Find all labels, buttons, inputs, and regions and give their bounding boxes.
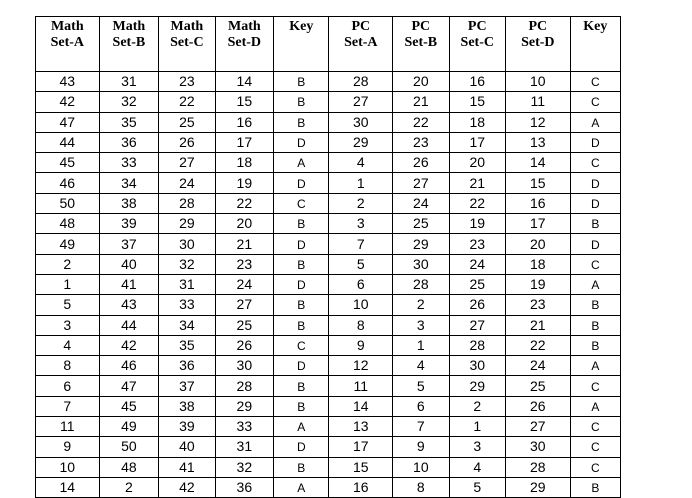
- column-header-line2: Set-A: [344, 35, 378, 50]
- table-cell: 32: [159, 254, 215, 274]
- table-cell: 3: [36, 315, 100, 335]
- table-row: [36, 417, 621, 437]
- key-cell: A: [570, 112, 620, 132]
- table-cell: 10: [36, 457, 100, 477]
- key-cell: C: [274, 193, 329, 213]
- table-cell: 19: [449, 214, 505, 234]
- table-cell: 25: [159, 112, 215, 132]
- table-cell: 19: [215, 173, 274, 193]
- table-cell: 6: [393, 396, 449, 416]
- table-row: [36, 356, 621, 376]
- table-cell: 4: [329, 153, 393, 173]
- table-cell: 29: [393, 234, 449, 254]
- table-cell: 38: [99, 193, 159, 213]
- table-cell: 30: [159, 234, 215, 254]
- column-header: [159, 17, 215, 72]
- table-cell: 6: [329, 274, 393, 294]
- table-cell: 23: [159, 72, 215, 92]
- table-cell: 14: [329, 396, 393, 416]
- table-cell: 29: [449, 376, 505, 396]
- table-cell: 39: [159, 417, 215, 437]
- header-row: [36, 17, 621, 72]
- key-cell: A: [274, 153, 329, 173]
- table-cell: 30: [449, 356, 505, 376]
- table-cell: 2: [329, 193, 393, 213]
- table-cell: 24: [393, 193, 449, 213]
- column-header-line1: Key: [583, 19, 608, 34]
- key-cell: A: [570, 356, 620, 376]
- table-cell: 5: [36, 295, 100, 315]
- key-cell: D: [274, 132, 329, 152]
- table-cell: 31: [159, 274, 215, 294]
- table-cell: 29: [329, 132, 393, 152]
- key-cell: D: [570, 132, 620, 152]
- table-cell: 45: [36, 153, 100, 173]
- table-cell: 14: [36, 477, 100, 497]
- table-cell: 1: [36, 274, 100, 294]
- key-cell: D: [274, 437, 329, 457]
- table-cell: 9: [36, 437, 100, 457]
- table-cell: 36: [159, 356, 215, 376]
- key-cell: D: [570, 234, 620, 254]
- column-header-line2: Set-C: [170, 35, 204, 50]
- table-row: [36, 112, 621, 132]
- table-cell: 27: [505, 417, 570, 437]
- table-row: [36, 295, 621, 315]
- column-header-line1: PC: [467, 19, 487, 34]
- table-cell: 14: [215, 72, 274, 92]
- column-header-line2: Set-D: [521, 35, 555, 50]
- key-cell: C: [570, 254, 620, 274]
- table-cell: 24: [505, 356, 570, 376]
- table-cell: 27: [215, 295, 274, 315]
- column-header: [99, 17, 159, 72]
- table-cell: 32: [215, 457, 274, 477]
- table-cell: 29: [215, 396, 274, 416]
- column-header-line2: Set-B: [112, 35, 146, 50]
- table-cell: 24: [159, 173, 215, 193]
- table-cell: 19: [505, 274, 570, 294]
- table-cell: 11: [505, 92, 570, 112]
- table-cell: 28: [393, 274, 449, 294]
- table-cell: 42: [159, 477, 215, 497]
- table-cell: 28: [159, 193, 215, 213]
- table-cell: 7: [393, 417, 449, 437]
- table-cell: 17: [505, 214, 570, 234]
- key-cell: B: [570, 315, 620, 335]
- table-cell: 8: [329, 315, 393, 335]
- table-cell: 4: [449, 457, 505, 477]
- answer-key-table-container: [35, 16, 621, 498]
- table-row: [36, 437, 621, 457]
- table-cell: 24: [215, 274, 274, 294]
- table-cell: 14: [505, 153, 570, 173]
- table-row: [36, 214, 621, 234]
- table-cell: 12: [505, 112, 570, 132]
- table-cell: 7: [329, 234, 393, 254]
- table-cell: 17: [449, 132, 505, 152]
- table-cell: 6: [36, 376, 100, 396]
- table-cell: 18: [505, 254, 570, 274]
- table-cell: 50: [36, 193, 100, 213]
- table-cell: 20: [449, 153, 505, 173]
- table-cell: 15: [449, 92, 505, 112]
- column-header-line1: Math: [50, 19, 84, 34]
- table-cell: 42: [36, 92, 100, 112]
- key-cell: B: [570, 295, 620, 315]
- column-header: [505, 17, 570, 72]
- key-cell: B: [570, 214, 620, 234]
- table-cell: 15: [505, 173, 570, 193]
- table-cell: 30: [215, 356, 274, 376]
- key-cell: A: [274, 477, 329, 497]
- table-row: [36, 92, 621, 112]
- key-cell: B: [274, 254, 329, 274]
- table-cell: 29: [505, 477, 570, 497]
- table-cell: 23: [393, 132, 449, 152]
- table-cell: 26: [505, 396, 570, 416]
- table-cell: 45: [99, 396, 159, 416]
- key-cell: D: [274, 234, 329, 254]
- key-cell: C: [274, 335, 329, 355]
- table-cell: 39: [99, 214, 159, 234]
- column-header-line2: Set-B: [404, 35, 438, 50]
- column-header-line1: Math: [170, 19, 204, 34]
- key-cell: C: [570, 153, 620, 173]
- table-cell: 8: [36, 356, 100, 376]
- column-header: [449, 17, 505, 72]
- table-cell: 40: [159, 437, 215, 457]
- table-row: [36, 153, 621, 173]
- table-row: [36, 335, 621, 355]
- table-cell: 29: [159, 214, 215, 234]
- table-cell: 22: [449, 193, 505, 213]
- table-cell: 31: [215, 437, 274, 457]
- table-cell: 8: [393, 477, 449, 497]
- column-header-line1: PC: [411, 19, 431, 34]
- table-cell: 27: [329, 92, 393, 112]
- column-header-line1: Math: [227, 19, 261, 34]
- table-cell: 49: [99, 417, 159, 437]
- table-cell: 10: [393, 457, 449, 477]
- table-cell: 26: [215, 335, 274, 355]
- key-cell: B: [274, 92, 329, 112]
- column-header-line1: PC: [528, 19, 548, 34]
- table-cell: 4: [36, 335, 100, 355]
- table-cell: 9: [329, 335, 393, 355]
- table-cell: 50: [99, 437, 159, 457]
- table-cell: 48: [36, 214, 100, 234]
- table-cell: 4: [393, 356, 449, 376]
- table-cell: 26: [449, 295, 505, 315]
- table-row: [36, 457, 621, 477]
- table-cell: 26: [159, 132, 215, 152]
- table-cell: 16: [215, 112, 274, 132]
- table-cell: 27: [393, 173, 449, 193]
- table-cell: 28: [329, 72, 393, 92]
- table-cell: 23: [215, 254, 274, 274]
- table-cell: 28: [505, 457, 570, 477]
- table-cell: 21: [393, 92, 449, 112]
- key-cell: C: [570, 437, 620, 457]
- table-row: [36, 132, 621, 152]
- table-cell: 44: [99, 315, 159, 335]
- table-cell: 11: [36, 417, 100, 437]
- table-cell: 47: [99, 376, 159, 396]
- table-cell: 20: [215, 214, 274, 234]
- table-cell: 1: [449, 417, 505, 437]
- table-header: [36, 17, 621, 72]
- table-cell: 13: [329, 417, 393, 437]
- key-cell: B: [274, 295, 329, 315]
- table-cell: 47: [36, 112, 100, 132]
- table-cell: 28: [449, 335, 505, 355]
- table-cell: 22: [505, 335, 570, 355]
- table-cell: 3: [329, 214, 393, 234]
- table-cell: 46: [99, 356, 159, 376]
- table-cell: 1: [329, 173, 393, 193]
- key-cell: D: [274, 274, 329, 294]
- table-cell: 26: [393, 153, 449, 173]
- column-header: [36, 17, 100, 72]
- table-cell: 2: [393, 295, 449, 315]
- table-cell: 15: [329, 457, 393, 477]
- table-row: [36, 396, 621, 416]
- table-cell: 2: [36, 254, 100, 274]
- key-cell: B: [274, 214, 329, 234]
- table-cell: 21: [449, 173, 505, 193]
- table-cell: 43: [99, 295, 159, 315]
- key-cell: C: [570, 417, 620, 437]
- key-cell: A: [570, 396, 620, 416]
- table-cell: 17: [215, 132, 274, 152]
- answer-key-table: [35, 16, 621, 498]
- table-cell: 34: [99, 173, 159, 193]
- table-cell: 10: [329, 295, 393, 315]
- table-cell: 22: [159, 92, 215, 112]
- key-cell: A: [570, 274, 620, 294]
- table-cell: 13: [505, 132, 570, 152]
- table-cell: 33: [215, 417, 274, 437]
- table-cell: 25: [505, 376, 570, 396]
- table-cell: 42: [99, 335, 159, 355]
- table-cell: 3: [393, 315, 449, 335]
- table-cell: 38: [159, 396, 215, 416]
- table-cell: 49: [36, 234, 100, 254]
- column-header-line2: Set-D: [227, 35, 262, 50]
- table-cell: 23: [449, 234, 505, 254]
- table-cell: 31: [99, 72, 159, 92]
- table-cell: 11: [329, 376, 393, 396]
- table-cell: 21: [505, 315, 570, 335]
- table-cell: 28: [215, 376, 274, 396]
- table-cell: 16: [449, 72, 505, 92]
- table-cell: 36: [215, 477, 274, 497]
- key-cell: D: [274, 173, 329, 193]
- column-header-line1: Key: [289, 19, 314, 34]
- table-cell: 41: [99, 274, 159, 294]
- table-cell: 41: [159, 457, 215, 477]
- table-cell: 25: [449, 274, 505, 294]
- key-cell: B: [570, 477, 620, 497]
- table-cell: 43: [36, 72, 100, 92]
- table-cell: 30: [505, 437, 570, 457]
- table-cell: 37: [99, 234, 159, 254]
- key-cell: D: [274, 356, 329, 376]
- table-cell: 22: [393, 112, 449, 132]
- table-row: [36, 274, 621, 294]
- table-cell: 18: [449, 112, 505, 132]
- key-cell: D: [570, 173, 620, 193]
- key-cell: B: [274, 112, 329, 132]
- column-header-line1: Math: [112, 19, 146, 34]
- table-cell: 35: [99, 112, 159, 132]
- table-cell: 48: [99, 457, 159, 477]
- table-cell: 20: [505, 234, 570, 254]
- key-cell: D: [570, 193, 620, 213]
- table-cell: 16: [329, 477, 393, 497]
- table-cell: 30: [329, 112, 393, 132]
- table-cell: 5: [393, 376, 449, 396]
- table-cell: 27: [449, 315, 505, 335]
- table-cell: 16: [505, 193, 570, 213]
- table-cell: 33: [99, 153, 159, 173]
- table-cell: 15: [215, 92, 274, 112]
- key-cell: B: [274, 376, 329, 396]
- key-cell: B: [274, 457, 329, 477]
- table-cell: 2: [99, 477, 159, 497]
- table-cell: 33: [159, 295, 215, 315]
- table-row: [36, 72, 621, 92]
- table-row: [36, 254, 621, 274]
- table-cell: 32: [99, 92, 159, 112]
- table-row: [36, 376, 621, 396]
- key-cell: C: [570, 72, 620, 92]
- table-cell: 12: [329, 356, 393, 376]
- key-cell: C: [570, 457, 620, 477]
- table-cell: 46: [36, 173, 100, 193]
- table-cell: 2: [449, 396, 505, 416]
- table-cell: 36: [99, 132, 159, 152]
- table-cell: 24: [449, 254, 505, 274]
- table-cell: 22: [215, 193, 274, 213]
- table-cell: 10: [505, 72, 570, 92]
- table-cell: 18: [215, 153, 274, 173]
- table-cell: 17: [329, 437, 393, 457]
- table-cell: 44: [36, 132, 100, 152]
- column-header: [570, 17, 620, 72]
- table-cell: 3: [449, 437, 505, 457]
- table-cell: 7: [36, 396, 100, 416]
- table-cell: 40: [99, 254, 159, 274]
- table-cell: 27: [159, 153, 215, 173]
- column-header-line1: PC: [351, 19, 371, 34]
- table-row: [36, 234, 621, 254]
- table-cell: 25: [393, 214, 449, 234]
- key-cell: B: [570, 335, 620, 355]
- table-cell: 5: [329, 254, 393, 274]
- column-header: [329, 17, 393, 72]
- column-header: [215, 17, 274, 72]
- key-cell: B: [274, 396, 329, 416]
- table-cell: 30: [393, 254, 449, 274]
- key-cell: C: [570, 92, 620, 112]
- column-header: [274, 17, 329, 72]
- key-cell: A: [274, 417, 329, 437]
- table-row: [36, 315, 621, 335]
- table-row: [36, 193, 621, 213]
- table-row: [36, 477, 621, 497]
- key-cell: B: [274, 72, 329, 92]
- column-header-line2: Set-A: [50, 35, 85, 50]
- table-cell: 34: [159, 315, 215, 335]
- key-cell: B: [274, 315, 329, 335]
- table-cell: 35: [159, 335, 215, 355]
- table-body: [36, 72, 621, 498]
- table-cell: 37: [159, 376, 215, 396]
- table-cell: 21: [215, 234, 274, 254]
- table-cell: 5: [449, 477, 505, 497]
- table-cell: 9: [393, 437, 449, 457]
- table-cell: 20: [393, 72, 449, 92]
- column-header-line2: Set-C: [460, 35, 494, 50]
- table-cell: 23: [505, 295, 570, 315]
- table-cell: 1: [393, 335, 449, 355]
- column-header: [393, 17, 449, 72]
- table-row: [36, 173, 621, 193]
- key-cell: C: [570, 376, 620, 396]
- table-cell: 25: [215, 315, 274, 335]
